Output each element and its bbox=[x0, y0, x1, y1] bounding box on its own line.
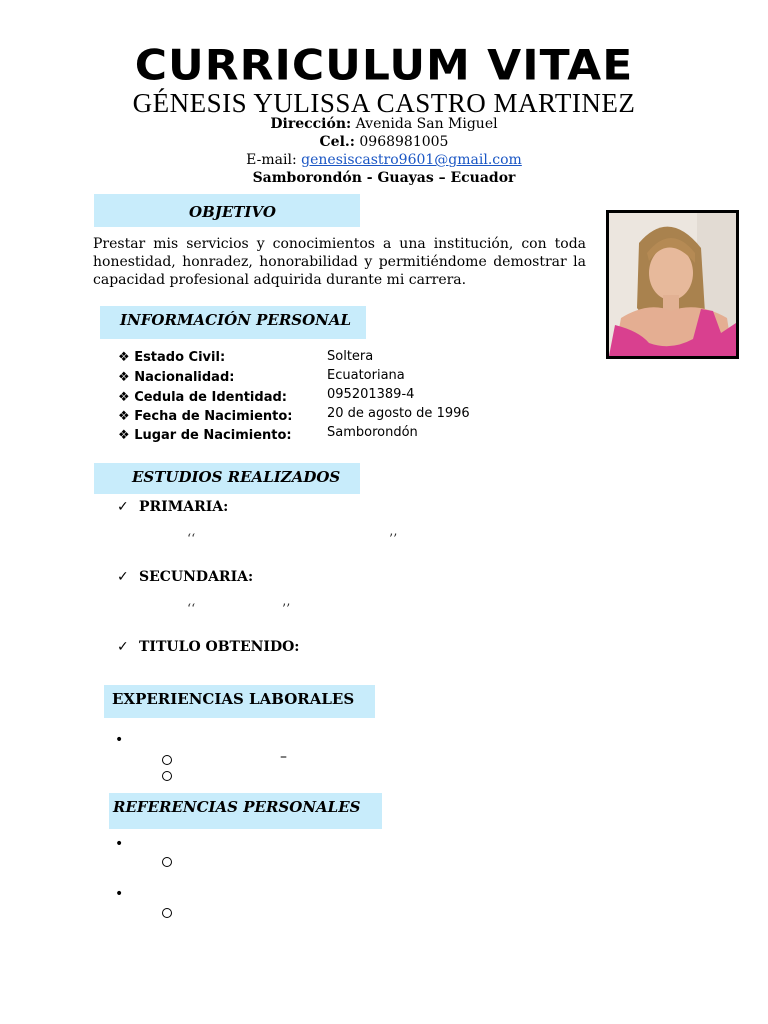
phone-label: Cel.: bbox=[319, 134, 355, 150]
experience-heading-box bbox=[104, 685, 375, 718]
email-link[interactable]: genesiscastro9601@gmail.com bbox=[301, 152, 522, 168]
study-item-primaria bbox=[117, 499, 228, 515]
info-value: Ecuatoriana bbox=[327, 368, 405, 383]
info-value: 20 de agosto de 1996 bbox=[327, 406, 470, 421]
circle-bullet-icon bbox=[162, 771, 172, 781]
check-icon: ✓ bbox=[117, 569, 129, 585]
email-label: E-mail: bbox=[246, 152, 297, 168]
studies-heading-box bbox=[94, 463, 360, 494]
info-label: Fecha de Nacimiento: bbox=[134, 409, 293, 424]
diamond-bullet-icon: ❖ bbox=[118, 390, 130, 405]
study-item-secundaria bbox=[117, 569, 253, 585]
diamond-bullet-icon: ❖ bbox=[118, 350, 130, 365]
personal-info-heading: INFORMACIÓN PERSONAL bbox=[120, 311, 352, 329]
info-value: Soltera bbox=[327, 349, 374, 364]
info-label: Nacionalidad: bbox=[134, 370, 235, 385]
diamond-bullet-icon: ❖ bbox=[118, 428, 130, 443]
info-value: Samborondón bbox=[327, 425, 418, 440]
info-label: Cedula de Identidad: bbox=[134, 390, 287, 405]
info-row-fecha-nacimiento bbox=[118, 409, 293, 424]
objective-heading: OBJETIVO bbox=[189, 203, 276, 221]
personal-info-heading-box bbox=[100, 306, 366, 339]
profile-photo-image bbox=[609, 213, 736, 356]
study-label: SECUNDARIA: bbox=[139, 569, 254, 585]
check-icon: ✓ bbox=[117, 639, 129, 655]
diamond-bullet-icon: ❖ bbox=[118, 370, 130, 385]
circle-bullet-icon bbox=[162, 857, 172, 867]
objective-text: Prestar mis servicios y conocimientos a una institución, con toda honestidad, honradez, honorabilidad y permitiéndome demostrar la capacidad profesional adquirida durante mi carrera. bbox=[93, 236, 586, 288]
circle-bullet-icon bbox=[162, 755, 172, 765]
close-quote: ’’ bbox=[282, 602, 291, 617]
bullet-icon: • bbox=[115, 732, 124, 748]
email-line bbox=[0, 152, 768, 168]
objective-heading-box bbox=[94, 194, 360, 227]
phone-value: 0968981005 bbox=[359, 134, 449, 150]
study-label: TITULO OBTENIDO: bbox=[139, 639, 300, 655]
cv-title: CURRICULUM VITAE bbox=[134, 41, 634, 90]
info-label: Lugar de Nacimiento: bbox=[134, 428, 292, 443]
phone-line bbox=[0, 134, 768, 150]
info-row-cedula bbox=[118, 390, 287, 405]
info-row-estado-civil bbox=[118, 350, 225, 365]
study-item-titulo bbox=[117, 639, 299, 655]
address-line bbox=[0, 116, 768, 132]
profile-photo bbox=[606, 210, 739, 359]
circle-bullet-icon bbox=[162, 908, 172, 918]
close-quote: ’’ bbox=[389, 532, 398, 547]
info-row-nacionalidad bbox=[118, 370, 234, 385]
info-label: Estado Civil: bbox=[134, 350, 226, 365]
experience-dash: – bbox=[280, 749, 287, 765]
address-label: Dirección: bbox=[270, 116, 352, 132]
candidate-name: GÉNESIS YULISSA CASTRO MARTINEZ bbox=[132, 88, 636, 118]
info-value: 095201389-4 bbox=[327, 387, 415, 402]
bullet-icon: • bbox=[115, 886, 124, 902]
diamond-bullet-icon: ❖ bbox=[118, 409, 130, 424]
references-heading: REFERENCIAS PERSONALES bbox=[113, 798, 361, 816]
open-quote: ‘‘ bbox=[187, 532, 196, 547]
references-heading-box bbox=[109, 793, 382, 829]
location-line: Samborondón - Guayas – Ecuador bbox=[252, 170, 516, 186]
studies-heading: ESTUDIOS REALIZADOS bbox=[132, 468, 341, 486]
study-label: PRIMARIA: bbox=[139, 499, 229, 515]
open-quote: ‘‘ bbox=[187, 602, 196, 617]
check-icon: ✓ bbox=[117, 499, 129, 515]
address-value: Avenida San Miguel bbox=[355, 116, 498, 132]
bullet-icon: • bbox=[115, 836, 124, 852]
info-row-lugar-nacimiento bbox=[118, 428, 292, 443]
experience-heading: EXPERIENCIAS LABORALES bbox=[112, 690, 355, 708]
